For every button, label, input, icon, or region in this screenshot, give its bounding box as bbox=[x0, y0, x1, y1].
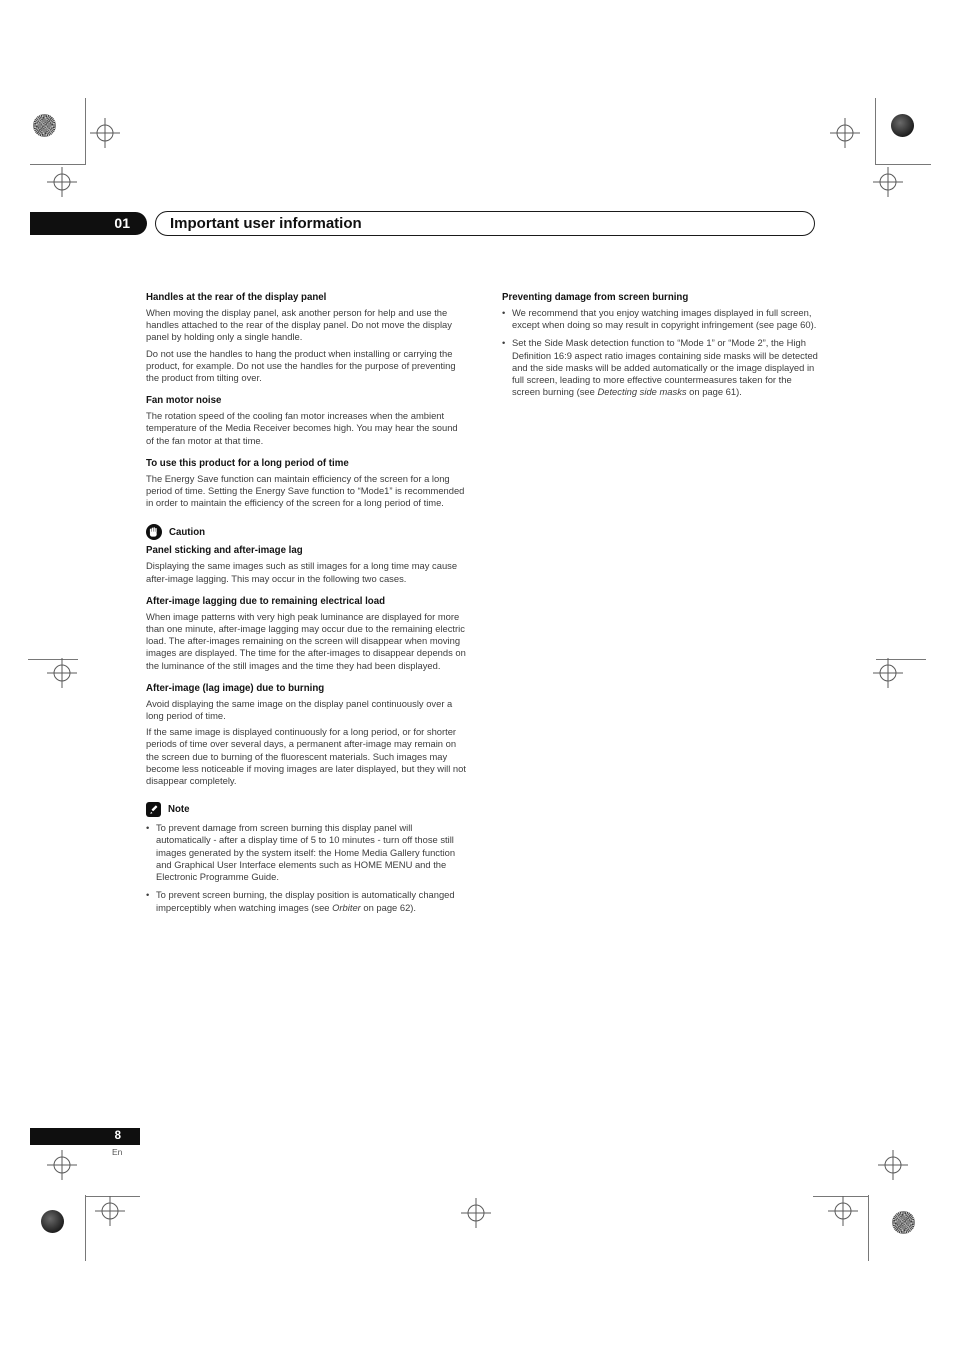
bullet-text-post: on page 62). bbox=[360, 901, 417, 913]
list-item bbox=[146, 822, 468, 883]
caution-hand-icon bbox=[146, 524, 162, 540]
registration-mark bbox=[873, 658, 903, 688]
right-column bbox=[502, 292, 820, 920]
section-heading: To use this product for a long period of time bbox=[146, 457, 349, 469]
bullet-marker: • bbox=[146, 822, 150, 834]
trim-line bbox=[868, 1195, 869, 1261]
section-heading: Preventing damage from screen burning bbox=[502, 292, 689, 303]
bullet-text-pre: Set the Side Mask detection function to “Mode 1” or “Mode 2”, the High Definition 16:9 aspect ratio images containing side masks will be detected and the side masks will be added automatically or the image displayed in full screen, leading to more effective countermeasures taken for the screen burning (see bbox=[512, 337, 818, 398]
page-title: Important user information bbox=[170, 215, 362, 232]
section-heading: Handles at the rear of the display panel bbox=[146, 292, 327, 303]
trim-line bbox=[875, 98, 876, 165]
section-heading: After-image lagging due to remaining electrical load bbox=[146, 595, 386, 607]
bullet-marker: • bbox=[502, 307, 506, 318]
registration-mark bbox=[47, 167, 77, 197]
registration-mark bbox=[878, 1150, 908, 1180]
list-item bbox=[146, 889, 468, 913]
registration-disc bbox=[33, 114, 56, 137]
list-item bbox=[502, 337, 820, 398]
trim-line bbox=[876, 164, 931, 165]
page-number: 8 bbox=[114, 1130, 121, 1142]
paragraph: If the same image is displayed continuously for a long period, or for shorter periods of time over several days, a permanent after-image may remain on the screen due to burning of the fluorescent materials. Such images may become less noticeable if moving images are later displayed, but they will not disappear completely. bbox=[146, 726, 466, 787]
registration-mark bbox=[95, 1196, 125, 1226]
caution-label: Caution bbox=[169, 526, 206, 538]
note-pencil-icon bbox=[146, 802, 161, 817]
chapter-number-tab bbox=[30, 212, 147, 235]
trim-line bbox=[85, 1195, 86, 1261]
caution-callout bbox=[146, 524, 468, 540]
list-item bbox=[502, 307, 820, 331]
bullet-marker: • bbox=[502, 337, 506, 349]
paragraph: When image patterns with very high peak luminance are displayed for more than one minute, after-image lagging may occur due to the remaining electric load. The after-images remaining on the screen will disappear when moving images are displayed. The time for the after-images to disappear depends on the luminance of the still images and the time they had been displayed. bbox=[146, 610, 466, 671]
bullet-text: To prevent damage from screen burning this display panel will automatically - after a display time of 5 to 10 minutes - turn off those still images generated by the system itself: the Home Media Gallery function and Graphical User Interface elements such as HOME MENU and the Electronic Programme Guide. bbox=[156, 822, 456, 883]
left-column bbox=[146, 292, 468, 920]
registration-mark bbox=[47, 658, 77, 688]
chapter-number: 01 bbox=[114, 215, 130, 231]
bullet-marker: • bbox=[146, 889, 150, 901]
bullet-text bbox=[512, 337, 820, 398]
paragraph: Avoid displaying the same image on the display panel continuously over a long period of time. bbox=[146, 697, 453, 722]
bullet-text-italic: Detecting side masks bbox=[597, 386, 687, 398]
trim-line bbox=[30, 164, 85, 165]
registration-mark bbox=[90, 118, 120, 148]
paragraph: Displaying the same images such as still images for a long time may cause after-image lagging. This may occur in the following two cases. bbox=[146, 560, 458, 584]
registration-mark bbox=[461, 1198, 491, 1228]
paragraph: The Energy Save function can maintain efficiency of the screen for a long period of time. Setting the Energy Save function to “Mode1” is recommended in order to maintain the efficiency of the screen for a long period of time. bbox=[146, 472, 465, 509]
section-heading: Panel sticking and after-image lag bbox=[146, 545, 303, 557]
registration-disc bbox=[892, 1211, 915, 1234]
paragraph: The rotation speed of the cooling fan motor increases when the ambient temperature of the Media Receiver becomes high. You may hear the sound of the fan motor at that time. bbox=[146, 410, 458, 446]
content-area bbox=[146, 292, 820, 920]
bullet-text-post: on page 61). bbox=[686, 386, 742, 398]
bullet-text: We recommend that you enjoy watching images displayed in full screen, except when doing so may result in copyright infringement (see page 60). bbox=[512, 307, 817, 331]
registration-mark bbox=[830, 118, 860, 148]
note-label: Note bbox=[168, 804, 190, 816]
bullet-text bbox=[156, 889, 468, 913]
paragraph: Do not use the handles to hang the product when installing or carrying the product, for example. Do not use the handles for the purpose of preventing the product from tilting over. bbox=[146, 347, 456, 384]
section-heading: Fan motor noise bbox=[146, 395, 222, 407]
page-number-tab bbox=[30, 1128, 140, 1145]
section-heading: After-image (lag image) due to burning bbox=[146, 682, 325, 694]
paragraph: When moving the display panel, ask another person for help and use the handles attached to the rear of the display panel. Do not move the display panel by holding only a single handle. bbox=[146, 307, 452, 343]
note-callout bbox=[146, 802, 468, 817]
registration-mark bbox=[47, 1150, 77, 1180]
registration-disc bbox=[41, 1210, 64, 1233]
bullet-text-pre: To prevent screen burning, the display position is automatically changed imperceptibly when watching images (see bbox=[156, 889, 455, 913]
registration-mark bbox=[873, 167, 903, 197]
bullet-text-italic: Orbiter bbox=[332, 901, 361, 913]
language-label: En bbox=[112, 1147, 123, 1157]
registration-disc bbox=[891, 114, 914, 137]
chapter-title-box bbox=[155, 211, 815, 236]
trim-line bbox=[85, 98, 86, 165]
registration-mark bbox=[828, 1196, 858, 1226]
